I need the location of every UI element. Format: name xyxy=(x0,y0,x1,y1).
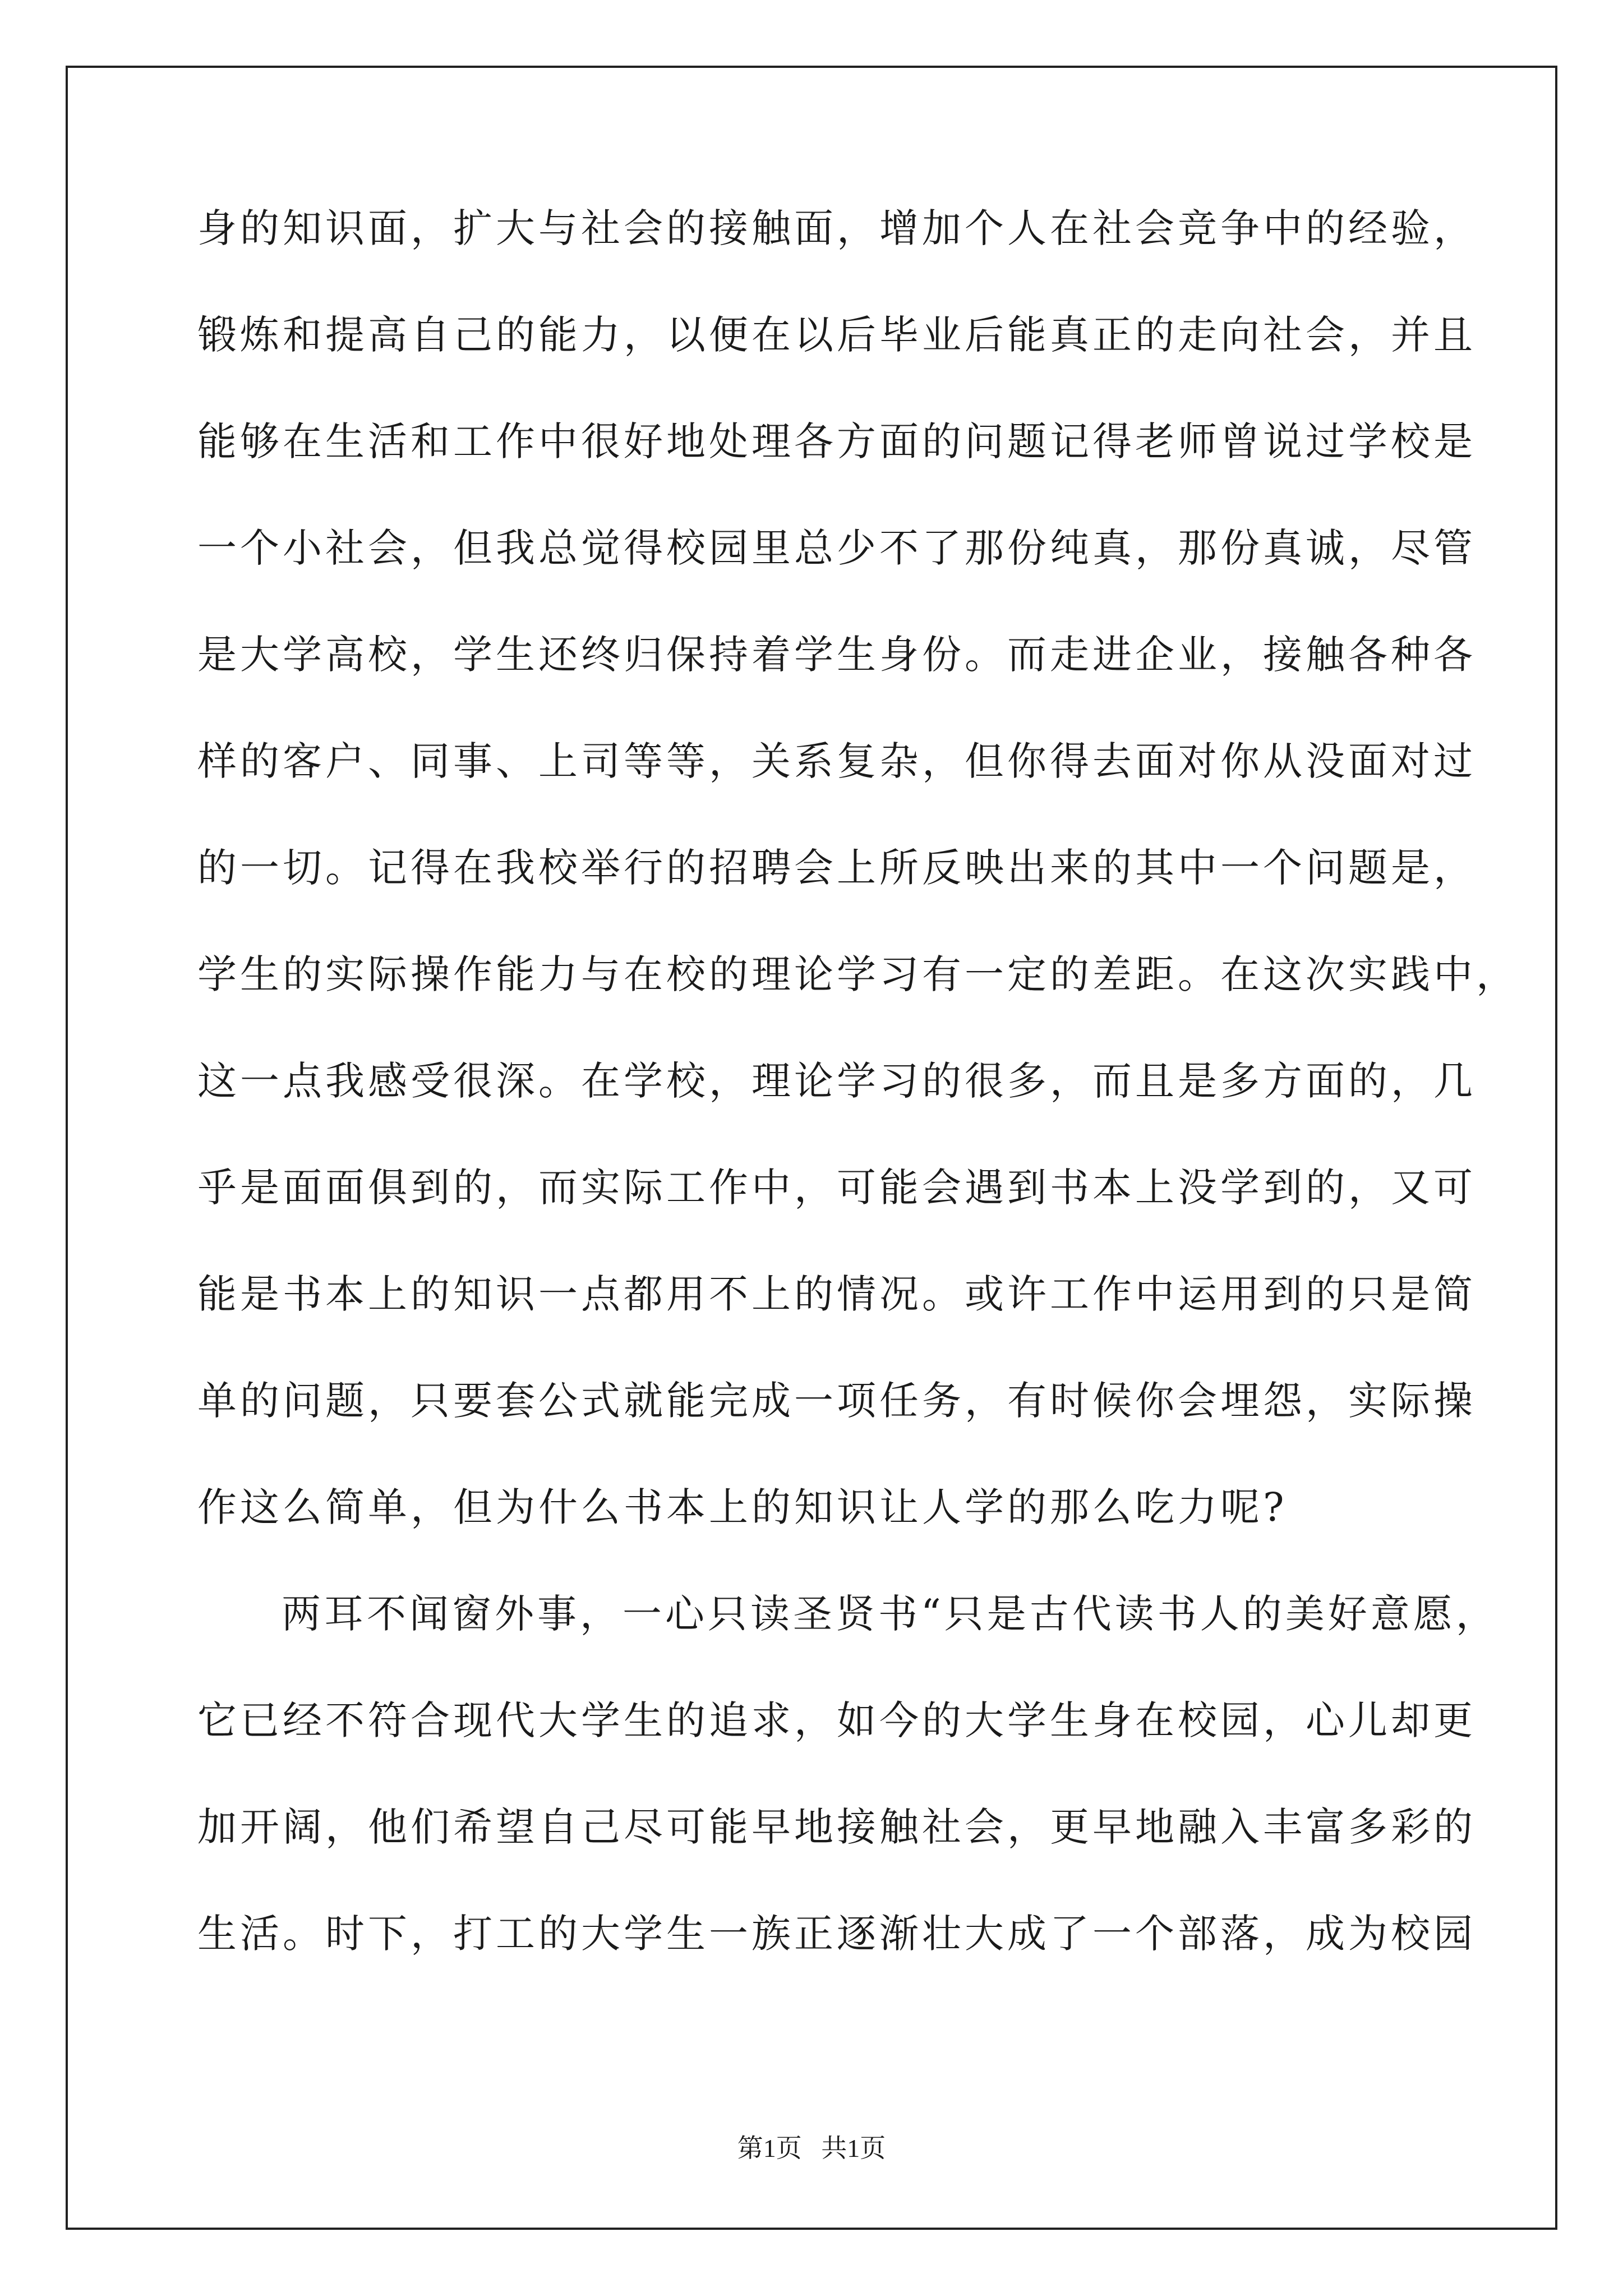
text-line: 它已经不符合现代大学生的追求，如今的大学生身在校园，心儿却更 xyxy=(197,1697,1476,1743)
text-line-paragraph-start: 两耳不闻窗外事，一心只读圣贤书“只是古代读书人的美好意愿， xyxy=(282,1591,1498,1637)
text-line: 生活。时下，打工的大学生一族正逐渐壮大成了一个部落，成为校园 xyxy=(197,1911,1476,1957)
text-line: 加开阔，他们希望自己尽可能早地接触社会，更早地融入丰富多彩的 xyxy=(197,1804,1476,1850)
text-line: 能是书本上的知识一点都用不上的情况。或许工作中运用到的只是简 xyxy=(197,1271,1476,1317)
text-line: 作这么简单，但为什么书本上的知识让人学的那么吃力呢? xyxy=(197,1484,1288,1530)
page-number-footer: 第1页 共1页 xyxy=(737,2134,886,2162)
text-line: 这一点我感受很深。在学校，理论学习的很多，而且是多方面的，几 xyxy=(197,1058,1476,1104)
text-line: 锻炼和提高自己的能力，以便在以后毕业后能真正的走向社会，并且 xyxy=(197,312,1476,358)
text-line: 的一切。记得在我校举行的招聘会上所反映出来的其中一个问题是， xyxy=(197,845,1476,891)
text-line: 能够在生活和工作中很好地处理各方面的问题记得老师曾说过学校是 xyxy=(197,418,1476,464)
text-line: 乎是面面俱到的，而实际工作中，可能会遇到书本上没学到的，又可 xyxy=(197,1165,1476,1211)
text-line: 学生的实际操作能力与在校的理论学习有一定的差距。在这次实践中， xyxy=(197,951,1519,997)
text-line: 一个小社会，但我总觉得校园里总少不了那份纯真，那份真诚，尽管 xyxy=(197,525,1476,571)
text-line: 样的客户、同事、上司等等，关系复杂，但你得去面对你从没面对过 xyxy=(197,738,1476,784)
text-line: 是大学高校，学生还终归保持着学生身份。而走进企业，接触各种各 xyxy=(197,632,1476,678)
document-body xyxy=(197,202,1519,2014)
text-line: 身的知识面，扩大与社会的接触面，增加个人在社会竞争中的经验， xyxy=(197,205,1476,251)
text-line: 单的问题，只要套公式就能完成一项任务，有时候你会埋怨，实际操 xyxy=(197,1378,1476,1424)
